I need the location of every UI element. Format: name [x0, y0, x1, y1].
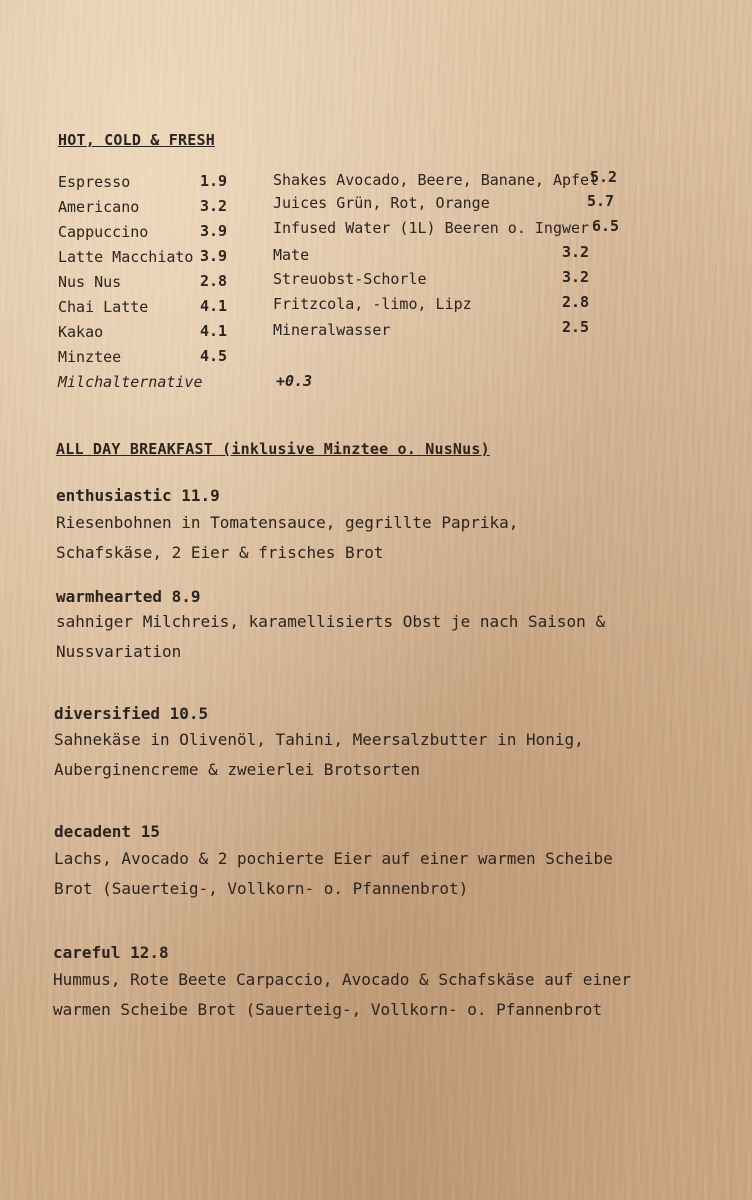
drink-price-latte-macchiato: 3.9: [200, 247, 228, 265]
drink-price-americano: 3.2: [200, 197, 228, 215]
drink-name-mate: Mate: [273, 246, 310, 264]
drink-name-minztee: Minztee: [58, 348, 122, 366]
drink-name-infused-water: Infused Water (1L) Beeren o. Ingwer: [273, 219, 590, 237]
breakfast-desc-careful: Hummus, Rote Beete Carpaccio, Avocado & Schafskäse auf einer warmen Scheibe Brot (Sauerteig-, Vollkorn- o. Pfannenbrot: [53, 970, 631, 1019]
drink-name-mineralwasser: Mineralwasser: [273, 321, 391, 339]
breakfast-title-warmhearted: warmhearted 8.9: [56, 587, 201, 606]
drink-price-juices: 5.7: [587, 192, 615, 210]
drink-price-espresso: 1.9: [200, 172, 228, 190]
breakfast-title-careful: careful 12.8: [53, 943, 169, 962]
drink-name-nus-nus: Nus Nus: [58, 273, 122, 291]
breakfast-desc-enthusiastic: Riesenbohnen in Tomatensauce, gegrillte Paprika, Schafskäse, 2 Eier & frisches Brot: [56, 513, 519, 562]
drink-price-fritzcola: 2.8: [562, 293, 590, 311]
milk-alternative-price: +0.3: [276, 372, 313, 390]
drink-name-streuobst-schorle: Streuobst-Schorle: [273, 270, 427, 288]
drink-price-infused-water: 6.5: [592, 217, 620, 235]
breakfast-title-enthusiastic: enthusiastic 11.9: [56, 486, 220, 505]
drink-price-shakes: 5.2: [590, 168, 618, 186]
drink-price-cappuccino: 3.9: [200, 222, 228, 240]
drink-price-nus-nus: 2.8: [200, 272, 228, 290]
drinks-heading: HOT, COLD & FRESH: [58, 131, 215, 149]
breakfast-desc-diversified: Sahnekäse in Olivenöl, Tahini, Meersalzbutter in Honig, Auberginencreme & zweierlei Brotsorten: [54, 730, 584, 779]
drink-price-mate: 3.2: [562, 243, 590, 261]
drink-name-kakao: Kakao: [58, 323, 104, 341]
breakfast-title-decadent: decadent 15: [54, 822, 160, 841]
drink-name-fritzcola: Fritzcola, -limo, Lipz: [273, 295, 472, 313]
milk-alternative-label: Milchalternative: [58, 373, 203, 391]
drink-price-chai-latte: 4.1: [200, 297, 228, 315]
drink-name-cappuccino: Cappuccino: [58, 223, 149, 241]
drink-price-streuobst-schorle: 3.2: [562, 268, 590, 286]
breakfast-desc-decadent: Lachs, Avocado & 2 pochierte Eier auf einer warmen Scheibe Brot (Sauerteig-, Vollkorn- o. Pfannenbrot): [54, 849, 613, 898]
drink-price-kakao: 4.1: [200, 322, 228, 340]
drink-name-americano: Americano: [58, 198, 140, 216]
drink-price-minztee: 4.5: [200, 347, 228, 365]
drink-name-espresso: Espresso: [58, 173, 131, 191]
drink-name-latte-macchiato: Latte Macchiato: [58, 248, 194, 266]
breakfast-title-diversified: diversified 10.5: [54, 704, 209, 723]
drink-name-juices: Juices Grün, Rot, Orange: [273, 194, 490, 212]
drink-price-mineralwasser: 2.5: [562, 318, 590, 336]
breakfast-desc-warmhearted: sahniger Milchreis, karamellisierts Obst je nach Saison & Nussvariation: [56, 612, 606, 661]
drink-name-chai-latte: Chai Latte: [58, 298, 149, 316]
drink-name-shakes: Shakes Avocado, Beere, Banane, Apfel: [273, 171, 599, 189]
breakfast-heading: ALL DAY BREAKFAST (inklusive Minztee o. NusNus): [56, 440, 490, 458]
